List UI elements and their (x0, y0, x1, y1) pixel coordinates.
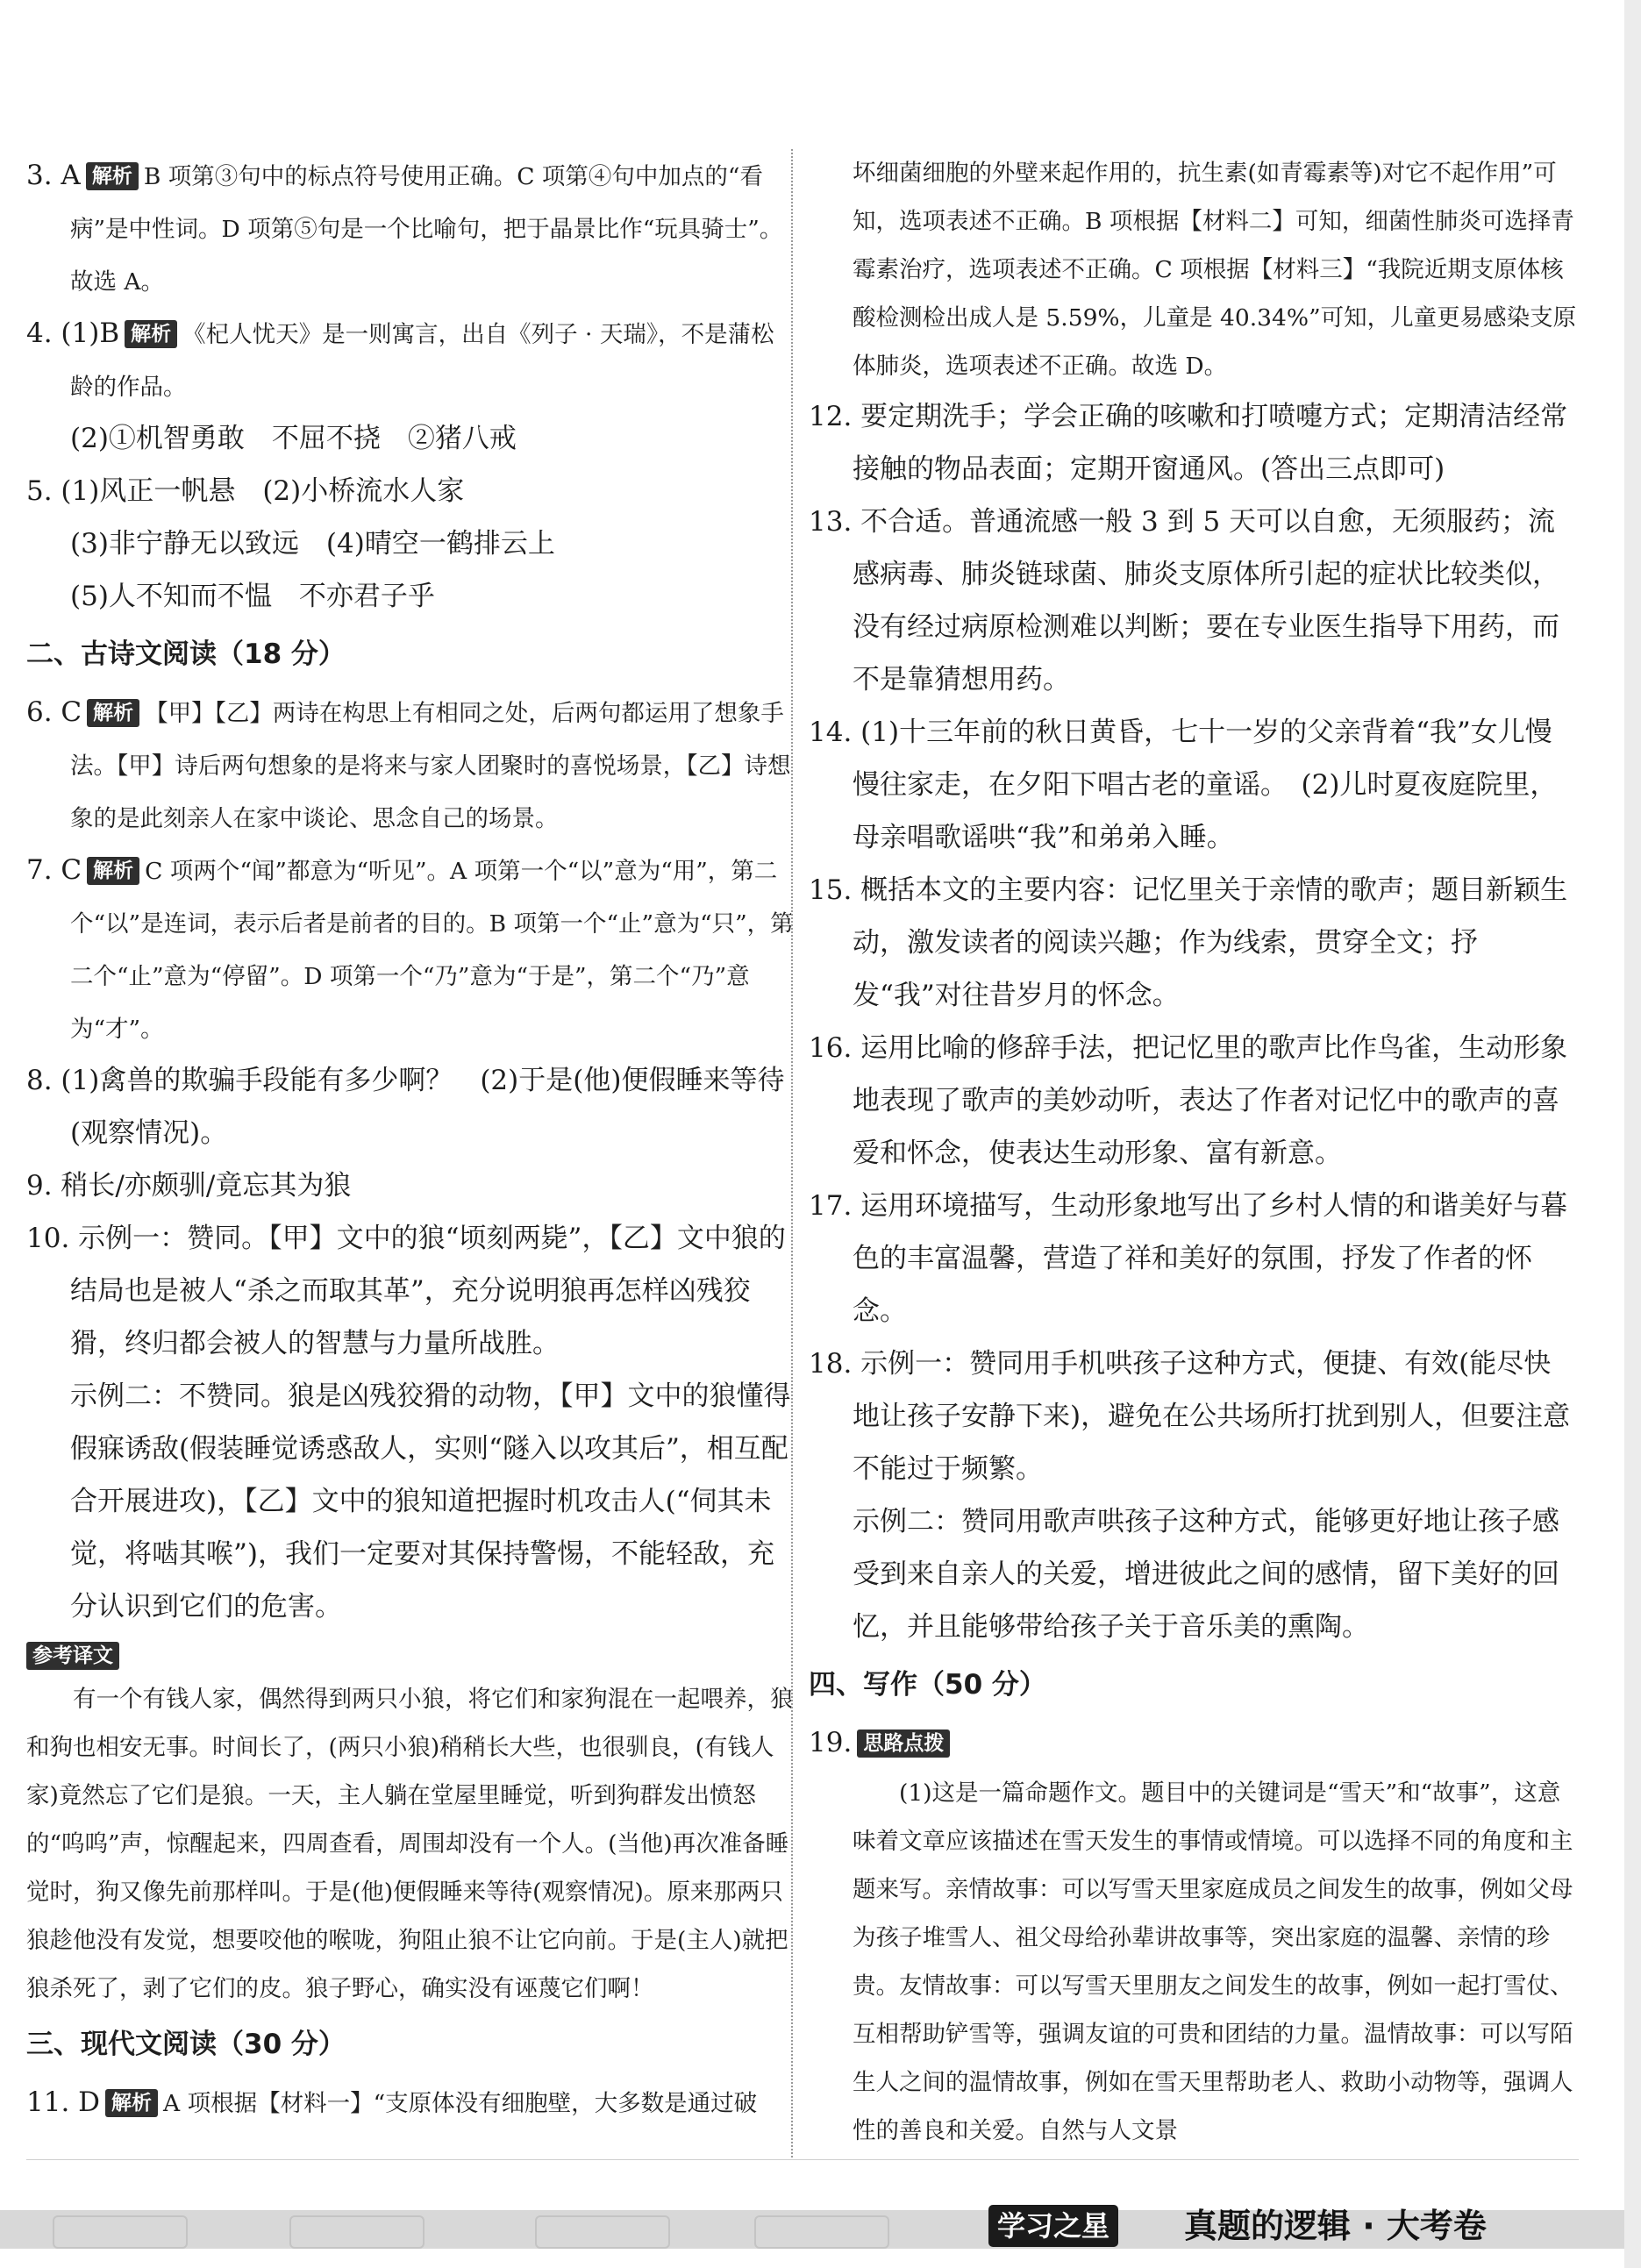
left-column (26, 149, 795, 2129)
answer-3: 3. A 解析 B 项第③句中的标点符号使用正确。C 项第④句中加点的“看病”是中性词。D 项第⑤句是一个比喻句，把于晶景比作“玩具骑士”。故选 A。 (26, 160, 783, 296)
section-2-heading: 二、古诗文阅读（18 分） (26, 638, 346, 670)
answer-10-example1: 10. 示例一：赞同。【甲】文中的狼“顷刻两毙”，【乙】文中狼的结局也是被人“杀之而取其革”，充分说明狼再怎样凶残狡猾，终归都会被人的智慧与力量所战胜。 (26, 1223, 786, 1359)
answer-16: 16. 运用比喻的修辞手法，把记忆里的歌声比作鸟雀，生动形象地表现了歌声的美妙动听，表达了作者对记忆中的歌声的喜爱和怀念，使表达生动形象、富有新意。 (809, 1032, 1568, 1169)
watermark-logo-1 (53, 2215, 188, 2249)
answer-4: 4. (1)B 解析 《杞人忧天》是一则寓言，出自《列子 · 天瑞》，不是蒲松龄的作品。 (26, 317, 774, 401)
answer-5-line2: (3)非宁静无以致远 (4)晴空一鹤排云上 (70, 528, 555, 560)
answer-15: 15. 概括本文的主要内容：记忆里关于亲情的歌声；题目新颖生动，激发读者的阅读兴趣；作为线索，贯穿全文；抒发“我”对往昔岁月的怀念。 (809, 874, 1568, 1011)
footer-band (0, 2193, 1641, 2268)
analysis-tag: 解析 (105, 2089, 158, 2117)
right-margin-shade (1624, 0, 1641, 2268)
answer-12: 12. 要定期洗手；学会正确的咳嗽和打喷嚏方式；定期清洁经常接触的物品表面；定期开窗通风。(答出三点即可) (809, 401, 1568, 485)
answer-17: 17. 运用环境描写，生动形象地写出了乡村人情的和谐美好与暮色的丰富温馨，营造了祥和美好的氛围，抒发了作者的怀念。 (809, 1190, 1568, 1327)
section-3-heading: 三、现代文阅读（30 分） (26, 2029, 346, 2060)
answer-18-example2: 示例二：赞同用歌声哄孩子这种方式，能够更好地让孩子感受到来自亲人的关爱，增进彼此之间的感情，留下美好的回忆，并且能够带给孩子关于音乐美的熏陶。 (853, 1506, 1559, 1643)
watermark-logo-4 (754, 2215, 889, 2249)
watermark-logo-3 (535, 2215, 670, 2249)
analysis-tag: 解析 (87, 699, 139, 727)
answer-11: 11. D 解析 A 项根据【材料一】“支原体没有细胞壁，大多数是通过破 (26, 2086, 758, 2118)
answer-9: 9. 稍长/亦颇驯/竟忘其为狼 (26, 1170, 352, 1202)
answer-5-line1: 5. (1)风正一帆悬 (2)小桥流水人家 (26, 475, 465, 507)
answer-14: 14. (1)十三年前的秋日黄昏，七十一岁的父亲背着“我”女儿慢慢往家走，在夕阳下唱古老的童谣。 (2)儿时夏夜庭院里，母亲唱歌谣哄“我”和弟弟入睡。 (809, 717, 1558, 853)
answer-18-example1: 18. 示例一：赞同用手机哄孩子这种方式，便捷、有效(能尽快地让孩子安静下来)，避免在公共场所打扰到别人，但要注意不能过于频繁。 (809, 1348, 1571, 1485)
bottom-rule (26, 2159, 1579, 2160)
answer-5-line3: (5)人不知而不愠 不亦君子乎 (70, 581, 435, 612)
answer-6: 6. C 解析 【甲】【乙】两诗在构思上有相同之处，后两句都运用了想象手法。【甲】诗后两句想象的是将来与家人团聚时的喜悦场景，【乙】诗想象的是此刻亲人在家中谈论、思念自己的场景。 (26, 696, 791, 832)
answer-10-example2: 示例二：不赞同。狼是凶残狡猾的动物，【甲】文中的狼懂得假寐诱敌(假装睡觉诱惑敌人，实则“隧入以攻其后”，相互配合开展进攻)，【乙】文中的狼知道把握时机攻击人(“伺其未觉，将啮其喉”)，我们一定要对其保持警惕，不能轻敌，充分认识到它们的危害。 (70, 1380, 791, 1623)
answer-19-text: (1)这是一篇命题作文。题目中的关键词是“雪天”和“故事”，这意味着文章应该描述在雪天发生的事情或情境。可以选择不同的角度和主题来写。亲情故事：可以写雪天里家庭成员之间发生的故事，例如父母为孩子堆雪人、祖父母给孙辈讲故事等，突出家庭的温馨、亲情的珍贵。友情故事：可以写雪天里朋友之间发生的故事，例如一起打雪仗、互相帮助铲雪等，强调友谊的可贵和团结的力量。温情故事：可以写陌生人之间的温情故事，例如在雪天里帮助老人、救助小动物等，强调人性的善良和关爱。自然与人文景 (853, 1779, 1573, 2144)
brand-logo: 学习之星 (988, 2205, 1118, 2247)
right-column (809, 149, 1577, 2155)
reference-translation-tag: 参考译文 (26, 1642, 119, 1670)
answer-19-head: 19. 思路点拨 (809, 1716, 1577, 1769)
analysis-tag: 解析 (87, 857, 139, 885)
answer-8: 8. (1)禽兽的欺骗手段能有多少啊？ (2)于是(他)便假睡来等待(观察情况)。 (26, 1065, 785, 1149)
column-divider (791, 149, 793, 2157)
footer-slogan: 真题的逻辑 · 大考卷 (1184, 2207, 1487, 2245)
analysis-tag: 解析 (86, 162, 139, 190)
reference-translation-text: 有一个有钱人家，偶然得到两只小狼，将它们和家狗混在一起喂养，狼和狗也相安无事。时间长了，(两只小狼)稍稍长大些，也很驯良，(有钱人家)竟然忘了它们是狼。一天，主人躺在堂屋里睡觉，听到狗群发出愤怒的“呜呜”声，惊醒起来，四周查看，周围却没有一个人。(当他)再次准备睡觉时，狗又像先前那样叫。于是(他)便假睡来等待(观察情况)。原来那两只狼趁他没有发觉，想要咬他的喉咙，狗阻止狼不让它向前。于是(主人)就把狼杀死了，剥了它们的皮。狼子野心，确实没有诬蔑它们啊！ (26, 1686, 794, 2002)
analysis-tag: 解析 (125, 320, 177, 348)
watermark-logo-2 (289, 2215, 425, 2249)
section-4-heading: 四、写作（50 分） (809, 1669, 1046, 1701)
approach-tag: 思路点拨 (857, 1730, 950, 1758)
answer-7: 7. C 解析 C 项两个“闻”都意为“听见”。A 项第一个“以”意为“用”，第二个“以”是连词，表示后者是前者的目的。B 项第一个“止”意为“只”，第二个“止”意为“停留”。D 项第一个“乃”意为“于是”，第二个“乃”意为“才”。 (26, 854, 794, 1043)
answer-11-continued: 坏细菌细胞的外壁来起作用的，抗生素(如青霉素等)对它不起作用”可知，选项表述不正确。B 项根据【材料二】可知，细菌性肺炎可选择青霉素治疗，选项表述不正确。C 项根据【材料三】“我院近期支原体核酸检测检出成人是 5.59%，儿童是 40.34%”可知，儿童更易感染支原体肺炎，选项表述不正确。故选 D。 (853, 160, 1577, 380)
answer-13: 13. 不合适。普通流感一般 3 到 5 天可以自愈，无须服药；流感病毒、肺炎链球菌、肺炎支原体所引起的症状比较类似，没有经过病原检测难以判断；要在专业医生指导下用药，而不是靠猜想用药。 (809, 506, 1559, 695)
answer-4-part2: (2)①机智勇敢 不屈不挠 ②猪八戒 (70, 423, 517, 454)
